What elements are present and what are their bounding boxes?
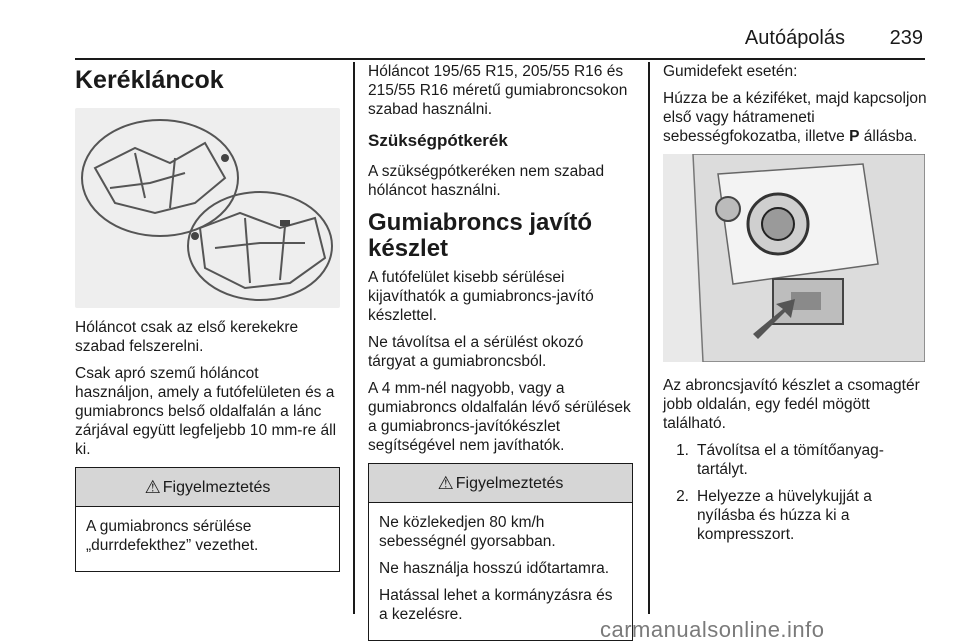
column-divider-2 <box>648 62 650 614</box>
paragraph: A 4 mm-nél nagyobb, vagy a gumiabroncs oldalfalán lévő sérülések a gumiabroncs-javítókészlet segítségével nem javíthatók. <box>368 380 631 454</box>
page-number: 239 <box>889 27 923 49</box>
warning-text: Hatással lehet a kormányzásra és a kezelésre. <box>379 587 613 623</box>
warning-title: Figyelmeztetés <box>455 474 564 492</box>
paragraph: Az abroncsjavító készlet a csomagtér jobb oldalán, egy fedél mögött található. <box>663 377 920 432</box>
column-divider-1 <box>353 62 355 614</box>
step-number: 2. <box>676 488 689 505</box>
paragraph: Hóláncot 195/65 R15, 205/55 R16 és 215/55 R16 méretű gumiabroncsokon szabad használni. <box>368 63 628 118</box>
paragraph: Gumidefekt esetén: <box>663 63 798 80</box>
header-title: Autóápolás <box>744 27 845 49</box>
column-2 <box>368 62 633 641</box>
paragraph: Hóláncot csak az első kerekekre szabad felszerelni. <box>75 319 299 355</box>
warning-text: A gumiabroncs sérülése „durrdefekthez” vezethet. <box>86 518 259 554</box>
page-header <box>75 24 925 52</box>
warning-header <box>369 464 632 503</box>
watermark-footer: carmanualsonline.info <box>600 617 825 642</box>
list-item <box>663 487 928 544</box>
warning-triangle-icon: ⚠ <box>144 476 161 497</box>
repair-kit-location-photo <box>663 154 925 362</box>
paragraph: Ne távolítsa el a sérülést okozó tárgyat a gumiabroncsból. <box>368 334 584 370</box>
warning-text: Ne közlekedjen 80 km/h sebességnél gyorsabban. <box>379 514 556 550</box>
header-rule <box>75 58 925 60</box>
step-list <box>663 441 928 544</box>
section-heading-repair-kit: Gumiabroncs javító készlet <box>368 209 593 262</box>
list-item <box>663 441 928 479</box>
column-1 <box>75 62 340 572</box>
snow-chain-drawing <box>75 108 340 308</box>
paragraph: Csak apró szemű hóláncot használjon, amely a futófelületen és a gumiabroncs belső oldalfalán a lánc zárjával együtt legfeljebb 10 mm-re áll ki. <box>75 365 337 458</box>
section-heading-snow-chains: Kerékláncok <box>75 66 224 94</box>
warning-triangle-icon: ⚠ <box>437 472 454 493</box>
text-run: állásba. <box>859 128 918 145</box>
warning-header <box>76 468 339 507</box>
paragraph <box>663 89 928 146</box>
warning-title: Figyelmeztetés <box>162 478 271 496</box>
warning-text: Ne használja hosszú időtartamra. <box>379 560 610 577</box>
step-text: Helyezze a hüvelykujját a nyílásba és húzza ki a kompresszort. <box>697 488 872 543</box>
gear-p-label: P <box>849 128 860 145</box>
step-text: Távolítsa el a tömítőanyag-tartályt. <box>697 442 884 478</box>
text-run: Húzza be a kéziféket, majd kapcsoljon első vagy hátrameneti sebességfokozatba, illetve <box>663 90 927 145</box>
warning-box <box>368 463 633 641</box>
snow-chain-illustration <box>75 108 340 308</box>
paragraph: A szükségpótkeréken nem szabad hóláncot használni. <box>368 163 605 199</box>
section-heading-spare-wheel: Szükségpótkerék <box>368 131 508 150</box>
trunk-compartment-drawing <box>663 154 925 362</box>
warning-box <box>75 467 340 572</box>
step-number: 1. <box>676 442 689 459</box>
paragraph: A futófelület kisebb sérülései kijavíthatók a gumiabroncs-javító készlettel. <box>368 269 594 324</box>
column-3 <box>663 62 928 552</box>
